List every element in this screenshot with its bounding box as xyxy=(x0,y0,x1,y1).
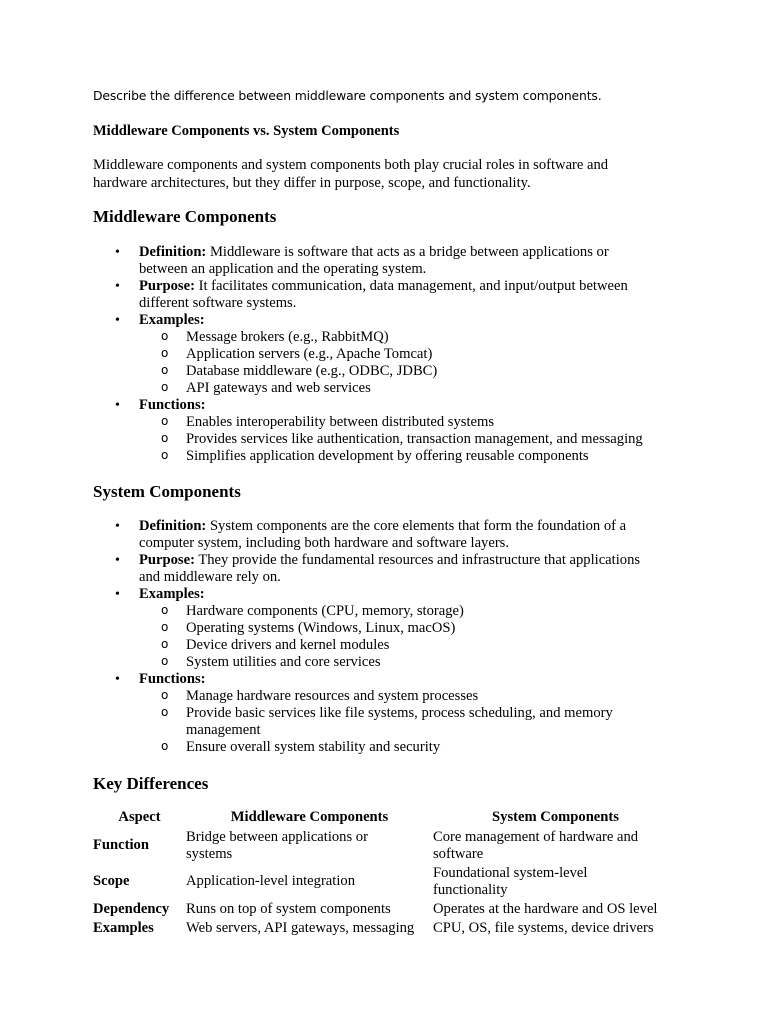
table-cell: Examples xyxy=(93,919,154,936)
question-prompt: Describe the difference between middleware components and system components. xyxy=(93,88,602,103)
circle-bullet-icon: o xyxy=(161,739,169,753)
differences-heading: Key Differences xyxy=(93,774,209,793)
list-item: o Device drivers and kernel modules xyxy=(161,637,390,653)
purpose-label: Purpose: xyxy=(139,278,195,294)
list-item: o Manage hardware resources and system processes xyxy=(161,688,479,704)
bullet-icon: • xyxy=(115,672,120,687)
table-cell: Scope xyxy=(93,873,130,890)
purpose-text: and middleware rely on. xyxy=(139,569,281,585)
bullet-icon: • xyxy=(115,279,120,294)
table-header: System Components xyxy=(492,809,619,826)
circle-bullet-icon: o xyxy=(161,363,169,377)
system-definition xyxy=(93,518,693,552)
list-item: o System utilities and core services xyxy=(161,654,381,670)
purpose-text: It facilitates communication, data management, and input/output between xyxy=(194,278,628,294)
list-item: o Provides services like authentication, transaction management, and messaging xyxy=(161,431,643,447)
table-cell: Application-level integration xyxy=(186,873,355,890)
functions-label: Functions: xyxy=(139,671,206,687)
bullet-icon: • xyxy=(115,519,120,534)
definition-text: computer system, including both hardware and software layers. xyxy=(139,535,510,551)
middleware-list xyxy=(93,244,693,465)
middleware-definition xyxy=(93,244,693,278)
table-cell: CPU, OS, file systems, device drivers xyxy=(433,919,654,936)
circle-bullet-icon: o xyxy=(161,688,169,702)
table-row xyxy=(93,900,678,919)
middleware-functions xyxy=(93,397,693,465)
table-header-row xyxy=(93,808,678,828)
list-item: o Simplifies application development by offering reusable components xyxy=(161,448,589,464)
table-cell: Core management of hardware and software xyxy=(433,828,639,862)
intro-line: Middleware components and system components both play crucial roles in software and xyxy=(93,157,609,173)
bullet-icon: • xyxy=(115,587,120,602)
examples-label: Examples: xyxy=(139,312,205,328)
table-cell: Runs on top of system components xyxy=(186,900,391,917)
system-purpose xyxy=(93,552,693,586)
list-item: o API gateways and web services xyxy=(161,380,371,396)
list-item: o Enables interoperability between distributed systems xyxy=(161,414,495,430)
circle-bullet-icon: o xyxy=(161,654,169,668)
middleware-heading: Middleware Components xyxy=(93,207,277,226)
table-header: Aspect xyxy=(118,809,161,826)
list-item: o Message brokers (e.g., RabbitMQ) xyxy=(161,329,389,345)
circle-bullet-icon: o xyxy=(161,620,169,634)
table-row xyxy=(93,864,678,900)
circle-bullet-icon: o xyxy=(161,603,169,617)
intro-paragraph xyxy=(93,157,683,192)
examples-label: Examples: xyxy=(139,586,205,602)
definition-label: Definition: xyxy=(139,244,207,260)
functions-sublist xyxy=(139,688,693,756)
system-examples xyxy=(93,586,693,671)
purpose-text: different software systems. xyxy=(139,295,297,311)
circle-bullet-icon: o xyxy=(161,380,169,394)
circle-bullet-icon: o xyxy=(161,431,169,445)
purpose-label: Purpose: xyxy=(139,552,195,568)
bullet-icon: • xyxy=(115,553,120,568)
list-item: o Provide basic services like file systems, process scheduling, and memory management xyxy=(161,705,613,738)
differences-table xyxy=(93,808,678,938)
functions-sublist xyxy=(139,414,693,465)
examples-sublist xyxy=(139,329,693,397)
examples-sublist xyxy=(139,603,693,671)
bullet-icon: • xyxy=(115,313,120,328)
definition-text: System components are the core elements that form the foundation of a xyxy=(206,518,627,534)
system-list xyxy=(93,518,693,756)
table-cell: Foundational system-level functionality xyxy=(433,864,588,898)
list-item: o Operating systems (Windows, Linux, macOS) xyxy=(161,620,456,636)
circle-bullet-icon: o xyxy=(161,637,169,651)
bullet-icon: • xyxy=(115,398,120,413)
definition-text: between an application and the operating system. xyxy=(139,261,427,277)
list-item: o Application servers (e.g., Apache Tomcat) xyxy=(161,346,433,362)
functions-label: Functions: xyxy=(139,397,206,413)
circle-bullet-icon: o xyxy=(161,448,169,462)
middleware-examples xyxy=(93,312,693,397)
circle-bullet-icon: o xyxy=(161,346,169,360)
table-row xyxy=(93,828,678,864)
list-item: o Hardware components (CPU, memory, storage) xyxy=(161,603,464,619)
system-heading: System Components xyxy=(93,482,241,501)
list-item: o Ensure overall system stability and security xyxy=(161,739,441,755)
table-cell: Bridge between applications or systems xyxy=(186,828,368,862)
intro-line: hardware architectures, but they differ in purpose, scope, and functionality. xyxy=(93,174,531,191)
bullet-icon: • xyxy=(115,245,120,260)
middleware-purpose xyxy=(93,278,693,312)
circle-bullet-icon: o xyxy=(161,414,169,428)
system-functions xyxy=(93,671,693,756)
list-item: o Database middleware (e.g., ODBC, JDBC) xyxy=(161,363,438,379)
definition-label: Definition: xyxy=(139,518,207,534)
circle-bullet-icon: o xyxy=(161,705,169,719)
definition-text: Middleware is software that acts as a bridge between applications or xyxy=(206,244,609,260)
table-row xyxy=(93,919,678,938)
table-cell: Operates at the hardware and OS level xyxy=(433,900,658,917)
table-cell: Web servers, API gateways, messaging xyxy=(186,919,415,936)
circle-bullet-icon: o xyxy=(161,329,169,343)
document-title: Middleware Components vs. System Components xyxy=(93,123,400,139)
purpose-text: They provide the fundamental resources and infrastructure that applications xyxy=(194,552,641,568)
table-cell: Dependency xyxy=(93,900,170,917)
table-header: Middleware Components xyxy=(230,809,389,826)
table-cell: Function xyxy=(93,837,149,854)
